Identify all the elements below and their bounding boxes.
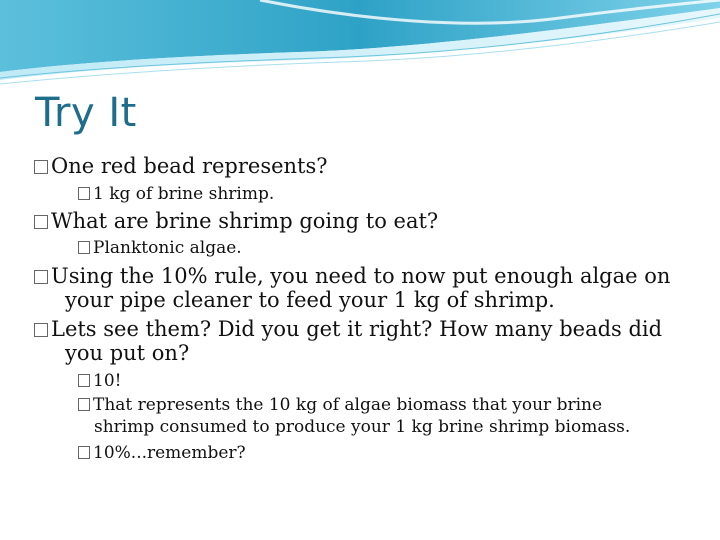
sub-bullet-3: 10! [78, 370, 121, 392]
sub-bullet-4-continuation: shrimp consumed to produce your 1 kg brine shrimp biomass. [94, 417, 631, 437]
square-bullet-icon [78, 398, 90, 411]
square-bullet-icon [34, 215, 48, 229]
bullet-4: Lets see them? Did you get it right? How many beads did you put on? [34, 317, 662, 365]
bullet-4-continuation: you put on? [65, 341, 190, 365]
bullet-3-continuation: your pipe cleaner to feed your 1 kg of shrimp. [65, 288, 555, 312]
square-bullet-icon [34, 323, 48, 337]
sub-bullet-4: That represents the 10 kg of algae biomass that your brine shrimp consumed to produce your 1 kg brine shrimp biomass. [78, 394, 630, 438]
bullet-1: One red bead represents? [34, 154, 328, 178]
square-bullet-icon [78, 241, 90, 254]
square-bullet-icon [78, 374, 90, 387]
square-bullet-icon [78, 187, 90, 200]
sub-bullet-1: 1 kg of brine shrimp. [78, 183, 274, 205]
slide-title: Try It [35, 90, 137, 136]
square-bullet-icon [34, 270, 48, 284]
sub-bullet-2: Planktonic algae. [78, 237, 242, 259]
square-bullet-icon [78, 446, 90, 459]
bullet-2: What are brine shrimp going to eat? [34, 209, 438, 233]
header-wave-decoration [0, 0, 720, 90]
bullet-3: Using the 10% rule, you need to now put enough algae on your pipe cleaner to feed your 1 kg of shrimp. [34, 264, 670, 312]
square-bullet-icon [34, 160, 48, 174]
sub-bullet-5: 10%...remember? [78, 442, 246, 464]
